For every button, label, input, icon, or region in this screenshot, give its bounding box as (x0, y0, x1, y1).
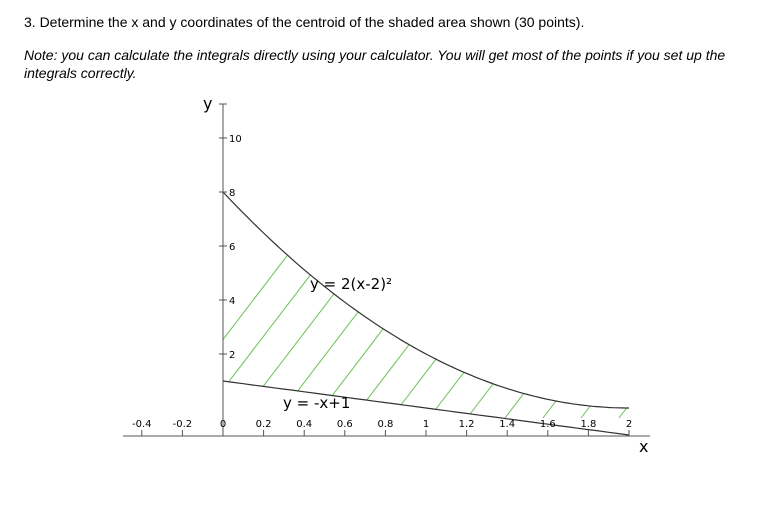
x-tick-label: -0.4 (132, 419, 152, 430)
y-tick-label: 4 (229, 296, 236, 307)
y-axis-letter: y (203, 94, 213, 113)
x-tick-label: 0.2 (255, 419, 272, 430)
x-tick-label: 0.6 (336, 419, 353, 430)
hatch-line (733, 90, 773, 418)
parabola-label: y = 2(x-2)² (310, 275, 393, 293)
x-tick-label: 1.2 (458, 419, 475, 430)
x-tick-label: -0.2 (172, 419, 193, 430)
y-tick-label: 10 (229, 134, 242, 145)
hatch-line (695, 90, 773, 418)
line-label: y = -x+1 (283, 394, 351, 412)
y-tick-label: 8 (229, 188, 236, 199)
y-tick-label: 2 (229, 350, 236, 361)
question-text: 3. Determine the x and y coordinates of the centroid of the shaded area shown (30 points). (24, 14, 585, 30)
y-tick-label: 6 (229, 242, 236, 253)
x-tick-label: 1.4 (499, 419, 516, 430)
x-tick-label: 0 (219, 419, 227, 430)
x-tick-label: 1.8 (580, 419, 597, 430)
x-tick-label: 1 (422, 419, 430, 430)
centroid-diagram (0, 90, 773, 470)
hatch-line (657, 90, 773, 418)
x-tick-label: 1.6 (539, 419, 556, 430)
x-tick-label: 0.4 (296, 419, 313, 430)
x-axis-letter: x (639, 437, 649, 456)
plot-background (123, 98, 650, 440)
x-tick-label: 2 (625, 419, 633, 430)
x-tick-label: 0.8 (377, 419, 394, 430)
question-note: Note: you can calculate the integrals directly using your calculator. You will get most of the points if you set up the integrals correctly. (24, 47, 726, 81)
